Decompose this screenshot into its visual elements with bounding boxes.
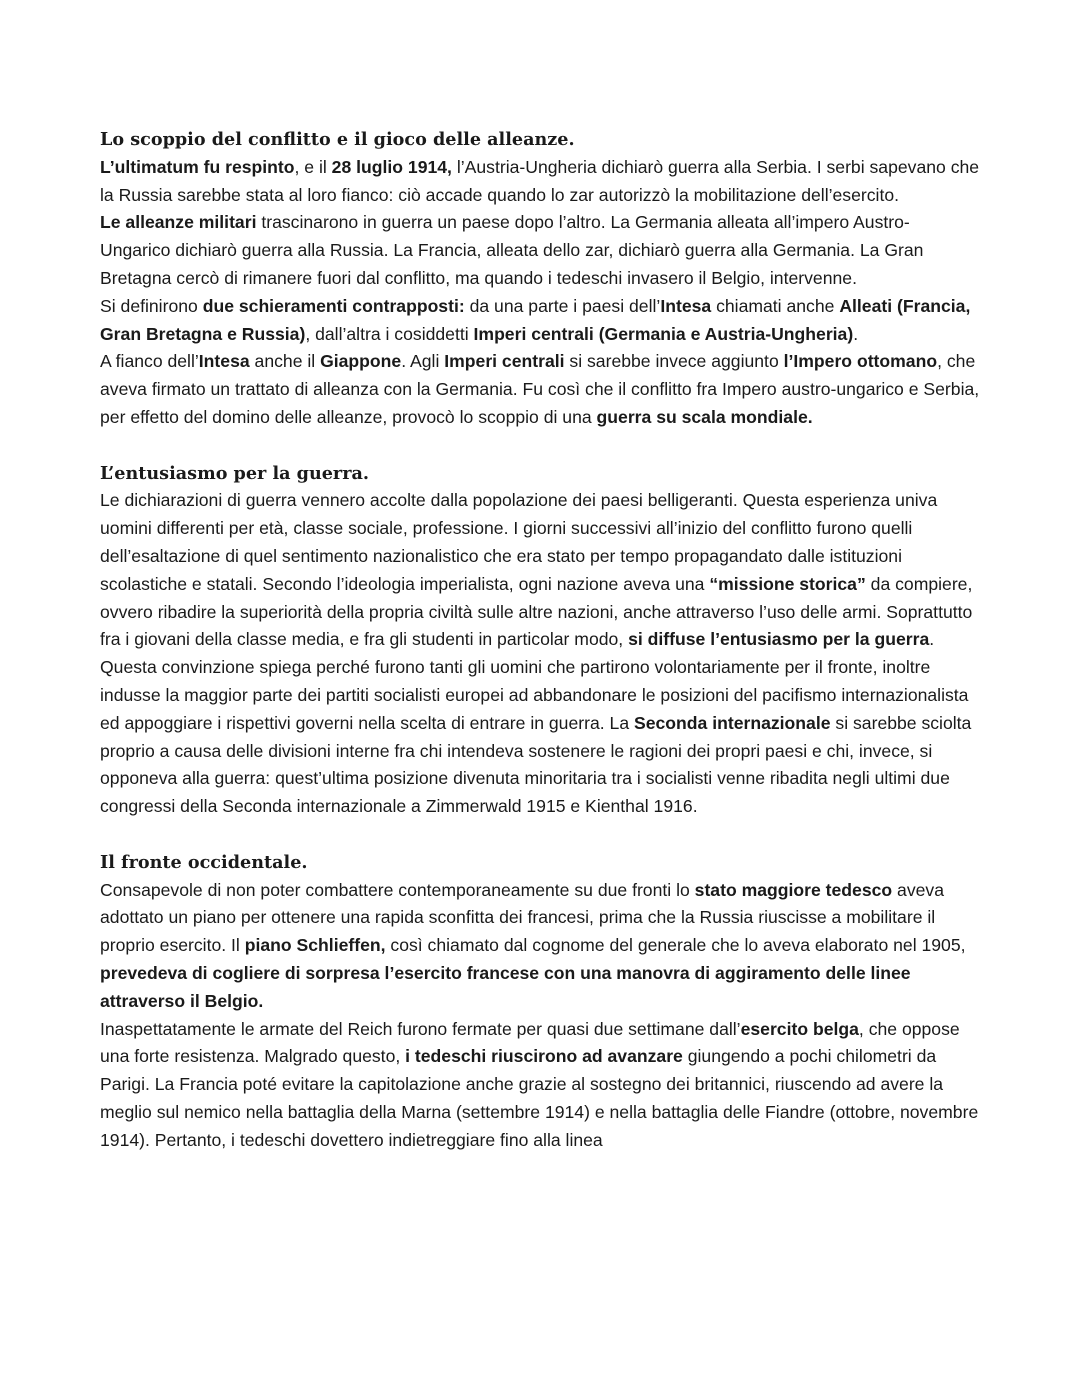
bold-run: Intesa (198, 351, 250, 372)
text-run: l’Austria-Ungheria dichiarò guerra alla Serbia. I serbi sapevano che la Russia sarebbe stata al loro fianco: ciò accade quando lo zar autorizzò la mobilitazione dell’esercito. (100, 156, 980, 205)
bold-run: L’ultimatum fu respinto (100, 156, 295, 177)
text-run: , che aveva firmato un trattato di alleanza con la Germania. Fu così che il conflitto fra Impero austro-ungarico e Serbia, per effetto del domino delle alleanze, provocò lo scoppio di una (100, 351, 980, 427)
text-run: Consapevole di non poter combattere contemporaneamente su due fronti lo (100, 879, 695, 900)
bold-run: stato maggiore tedesco (694, 879, 893, 900)
section-heading: L’entusiasmo per la guerra. (100, 462, 369, 484)
text-run: da compiere, ovvero ribadire la superiorità della propria civiltà sulle altre nazioni, anche attraverso l’uso delle armi. Soprattutto fra i giovani della classe media, e fra gli studenti in particolar modo, (100, 573, 973, 650)
bold-run: prevedeva di cogliere di sorpresa l’esercito francese con una manovra di aggiramento delle linee attraverso il Belgio. (100, 962, 911, 1011)
text-run: Le dichiarazioni di guerra vennero accolte dalla popolazione dei paesi belligeranti. Questa esperienza univa uomini differenti per età, classe sociale, professione. I giorni successivi all’inizio del conflitto furono quelli dell’esaltazione di quel sentimento nazionalistico che era stato per tempo propagandato dalle istituzioni scolastiche e statali. Secondo l’ideologia imperialista, ogni nazione aveva una (100, 490, 938, 594)
bold-run: si diffuse l’entusiasmo per la guerra (628, 629, 930, 650)
text-run: A fianco dell’ (100, 351, 199, 372)
text-run: giungendo a pochi chilometri da Parigi. La Francia poté evitare la capitolazione anche grazie al sostegno dei britannici, riuscendo ad avere la meglio sul nemico nella battaglia della Marna (settembre 1914) e nella battaglia delle Fiandre (ottobre, novembre 1914). Pertanto, i tedeschi dovettero indietreggiare fino alla linea (100, 1046, 979, 1150)
text-run: chiamati anche (711, 295, 840, 316)
paragraph (100, 293, 980, 349)
text-run: . Questa convinzione spiega perché furono tanti gli uomini che partirono volontariamente per il fronte, inoltre indusse la maggior parte dei partiti socialisti europei ad abbandonare le posizioni del pacifismo internazionalista ed appoggiare i rispettivi governi nella scelta di entrare in guerra. La (100, 629, 969, 733)
paragraph (100, 154, 980, 210)
text-run: , dall’altra i cosiddetti (305, 323, 474, 344)
bold-run: Imperi centrali (444, 351, 565, 372)
section-alleanze (100, 126, 980, 432)
bold-run: Intesa (660, 295, 712, 316)
bold-run: Giappone (320, 351, 402, 372)
bold-run: due schieramenti contrapposti: (202, 295, 465, 316)
section-heading: Il fronte occidentale. (100, 851, 308, 873)
paragraph (100, 209, 980, 292)
section-entusiasmo (100, 460, 980, 821)
section-heading: Lo scoppio del conflitto e il gioco delle alleanze. (100, 129, 575, 150)
text-run: anche il (249, 351, 321, 372)
text-run: Inaspettatamente le armate del Reich furono fermate per quasi due settimane dall’ (100, 1018, 741, 1039)
text-run: . (853, 323, 859, 344)
text-run: così chiamato dal cognome del generale che lo aveva elaborato nel 1905, (385, 935, 966, 956)
text-run: da una parte i paesi dell’ (464, 295, 661, 316)
text-run: aveva adottato un piano per ottenere una rapida sconfitta dei francesi, prima che la Russia riuscisse a mobilitare il proprio esercito. Il (100, 879, 944, 956)
bold-run: i tedeschi riuscirono ad avanzare (405, 1046, 683, 1067)
text-run: trascinarono in guerra un paese dopo l’altro. La Germania alleata all’impero Austro-Ungarico dichiarò guerra alla Russia. La Francia, alleata dello zar, dichiarò guerra alla Germania. La Gran Bretagna cercò di rimanere fuori dal conflitto, ma quando i tedeschi invasero il Belgio, intervenne. (100, 212, 924, 288)
bold-run: esercito belga (740, 1018, 859, 1039)
text-run: , che oppose una forte resistenza. Malgrado questo, (100, 1018, 960, 1067)
paragraph (100, 877, 980, 1016)
bold-run: Seconda internazionale (634, 712, 831, 733)
bold-run: Alleati (Francia, Gran Bretagna e Russia) (100, 295, 971, 344)
bold-run: l’Impero ottomano (783, 351, 938, 372)
text-run: . Agli (401, 351, 445, 372)
text-run: , e il (294, 156, 332, 177)
paragraph (100, 348, 980, 431)
paragraph (100, 487, 980, 821)
bold-run: guerra su scala mondiale. (596, 406, 813, 427)
bold-run: 28 luglio 1914, (331, 156, 452, 177)
section-spacer (100, 821, 980, 849)
paragraph (100, 1016, 980, 1155)
text-run: si sarebbe sciolta proprio a causa delle divisioni interne fra chi intendeva sostenere le ragioni dei propri paesi e chi, invece, si opponeva alla guerra: quest’ultima posizione divenuta minoritaria tra i socialisti venne ribadita negli ultimi due congressi della Seconda internazionale a Zimmerwald 1915 e Kienthal 1916. (100, 712, 972, 817)
section-spacer (100, 432, 980, 460)
bold-run: piano Schlieffen, (244, 935, 386, 956)
text-run: Si definirono (100, 295, 203, 316)
section-fronte-occidentale (100, 849, 980, 1155)
bold-run: Le alleanze militari (100, 212, 257, 233)
bold-run: Imperi centrali (Germania e Austria-Ungheria) (473, 323, 854, 344)
document-page (100, 126, 980, 1154)
text-run: si sarebbe invece aggiunto (564, 351, 784, 372)
bold-run: “missione storica” (709, 573, 866, 594)
